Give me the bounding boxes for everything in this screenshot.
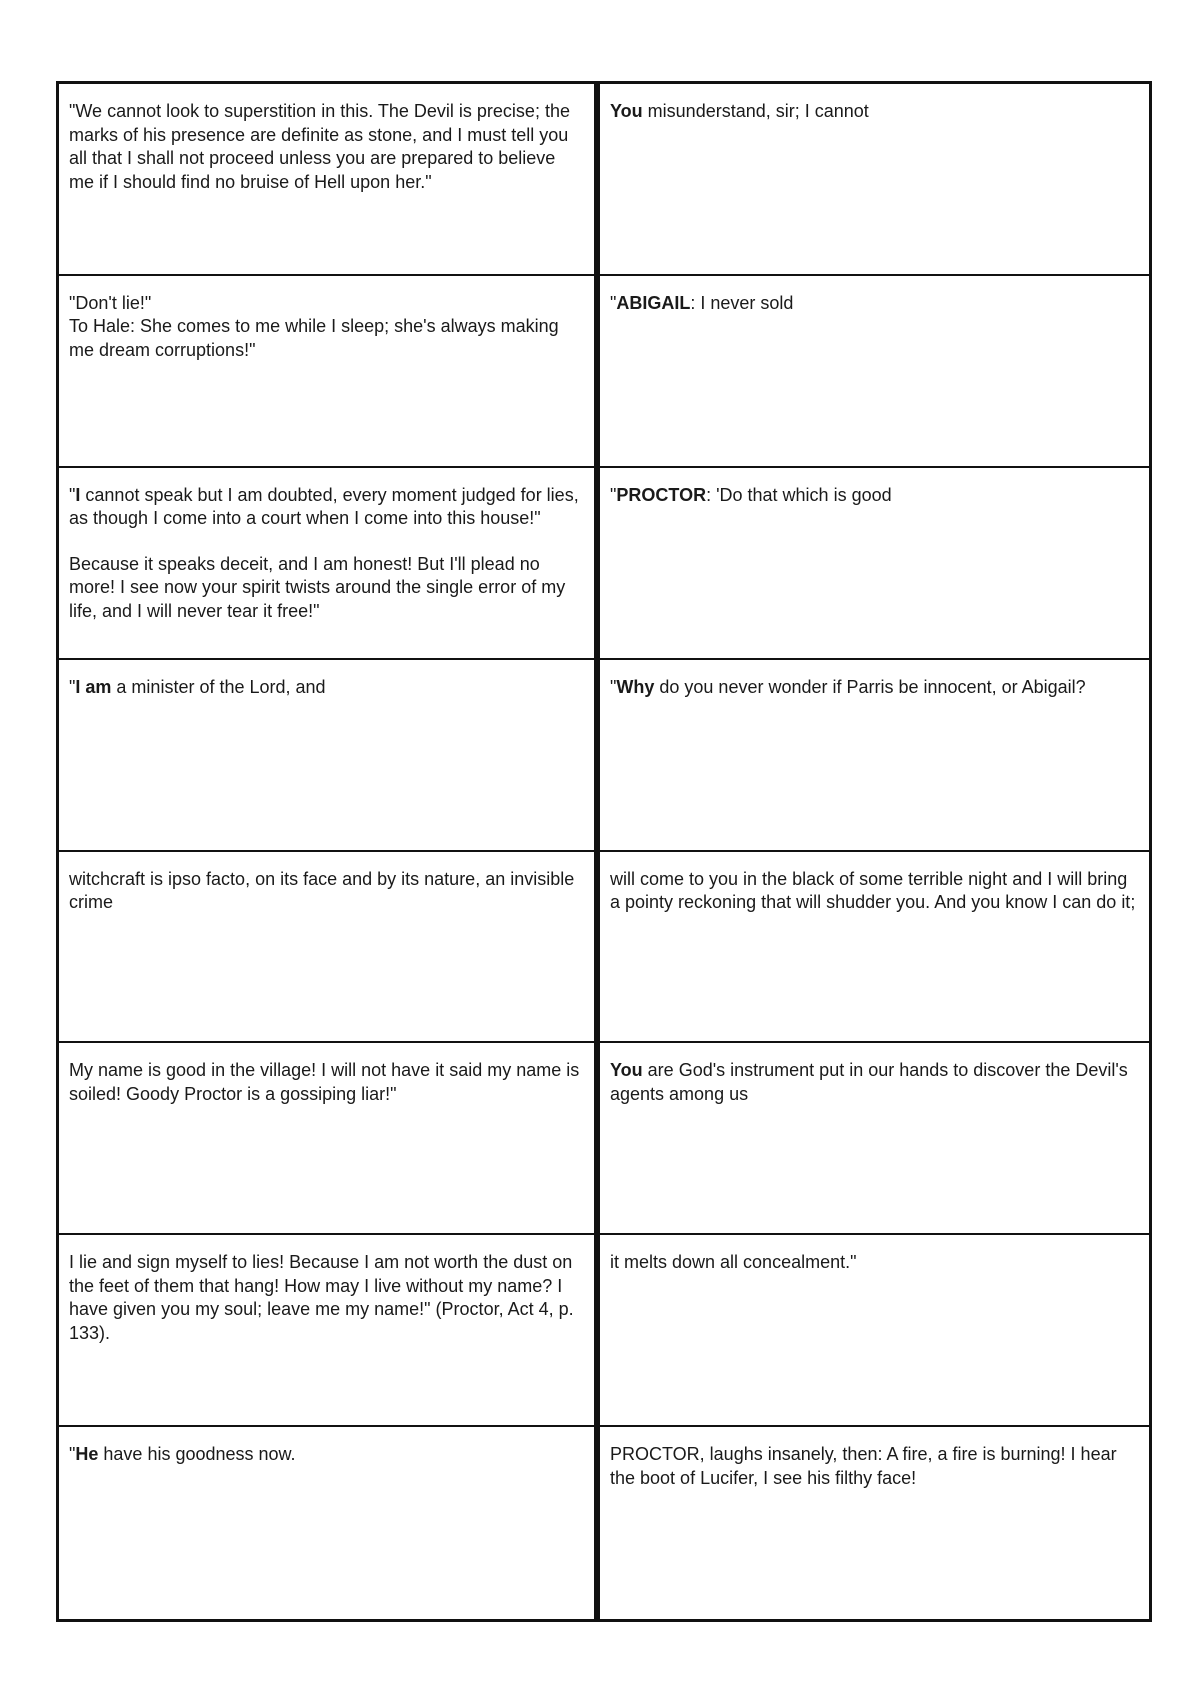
text-run: a minister of the Lord, and — [111, 676, 326, 697]
bold-text-run: I — [75, 484, 81, 505]
bold-text-run: He — [75, 1444, 99, 1465]
cell-paragraph — [610, 1059, 1139, 1106]
table-cell — [59, 468, 600, 660]
text-run: do you never wonder if Parris be innocent, or Abigail? — [654, 676, 1086, 697]
cell-paragraph — [610, 484, 1139, 508]
cell-paragraph — [69, 484, 584, 531]
cell-paragraph — [610, 1443, 1139, 1490]
bold-text-run: You — [610, 101, 643, 121]
text-run: : I never sold — [690, 292, 794, 313]
table-cell — [59, 1235, 600, 1427]
cell-paragraph — [610, 868, 1139, 915]
text-run: cannot speak but I am doubted, every moment judged for lies, as though I come into a court when I come into this house!" — [69, 484, 579, 529]
table-cell — [600, 852, 1149, 1044]
cell-paragraph — [610, 1251, 1139, 1275]
cell-paragraph — [610, 100, 1139, 124]
table-cell — [600, 468, 1149, 660]
table-cell — [600, 276, 1149, 468]
cell-paragraph — [69, 553, 584, 624]
cell-paragraph — [69, 100, 584, 194]
text-run: "We cannot look to superstition in this. The Devil is precise; the marks of his presence are definite as stone, and I must tell you all that I shall not proceed unless you are prepared to believe me if I should find no bruise of Hell upon her." — [69, 101, 570, 192]
table-cell — [59, 660, 600, 852]
quote-table — [56, 81, 1152, 1622]
text-run: " — [610, 292, 617, 313]
table-cell — [600, 1235, 1149, 1427]
bold-text-run: Why — [616, 676, 655, 697]
text-run: will come to you in the black of some terrible night and I will bring a pointy reckoning that will shudder you. And you know I can do it; — [610, 868, 1136, 912]
text-run: it melts down all concealment." — [610, 1252, 857, 1273]
text-run: " — [610, 484, 617, 505]
table-cell — [59, 1043, 600, 1235]
cell-paragraph — [69, 676, 584, 700]
table-cell — [600, 1043, 1149, 1235]
text-run: My name is good in the village! I will not have it said my name is soiled! Goody Proctor is a gossiping liar!" — [69, 1060, 580, 1104]
table-cell — [600, 660, 1149, 852]
cell-paragraph — [69, 868, 584, 915]
bold-text-run: PROCTOR — [616, 484, 707, 505]
text-run: misunderstand, sir; I cannot — [642, 101, 869, 121]
text-run: : 'Do that which is good — [706, 484, 892, 505]
bold-text-run: ABIGAIL — [616, 292, 691, 313]
table-cell — [600, 1427, 1149, 1619]
text-run: have his goodness now. — [98, 1444, 296, 1465]
table-cell — [600, 84, 1149, 276]
bold-text-run: You — [610, 1060, 643, 1081]
text-run: PROCTOR, laughs insanely, then: A fire, a fire is burning! I hear the boot of Lucifer, I see his filthy face! — [610, 1444, 1117, 1488]
cell-paragraph — [69, 292, 584, 363]
text-run: " — [69, 1444, 76, 1465]
cell-paragraph — [610, 292, 1139, 316]
text-run: I lie and sign myself to lies! Because I am not worth the dust on the feet of them that hang! How may I live without my name? I have given you my soul; leave me my name!" (Proctor, Act 4, p. 133). — [69, 1252, 574, 1343]
table-cell — [59, 852, 600, 1044]
cell-paragraph — [69, 1251, 584, 1345]
table-cell — [59, 84, 600, 276]
text-run: " — [610, 676, 617, 697]
bold-text-run: I am — [75, 676, 112, 697]
text-run: are God's instrument put in our hands to discover the Devil's agents among us — [610, 1060, 1128, 1104]
text-run: " — [69, 484, 76, 505]
cell-paragraph — [610, 676, 1139, 700]
text-run: Because it speaks deceit, and I am honest! But I'll plead no more! I see now your spirit twists around the single error of my life, and I will never tear it free!" — [69, 553, 566, 621]
table-cell — [59, 276, 600, 468]
text-run: witchcraft is ipso facto, on its face and by its nature, an invisible crime — [69, 868, 575, 912]
cell-paragraph — [69, 1059, 584, 1106]
table-cell — [59, 1427, 600, 1619]
text-run: " — [69, 676, 76, 697]
text-run: "Don't lie!" To Hale: She comes to me while I sleep; she's always making me dream corruptions!" — [69, 292, 559, 360]
cell-paragraph — [69, 1443, 584, 1467]
